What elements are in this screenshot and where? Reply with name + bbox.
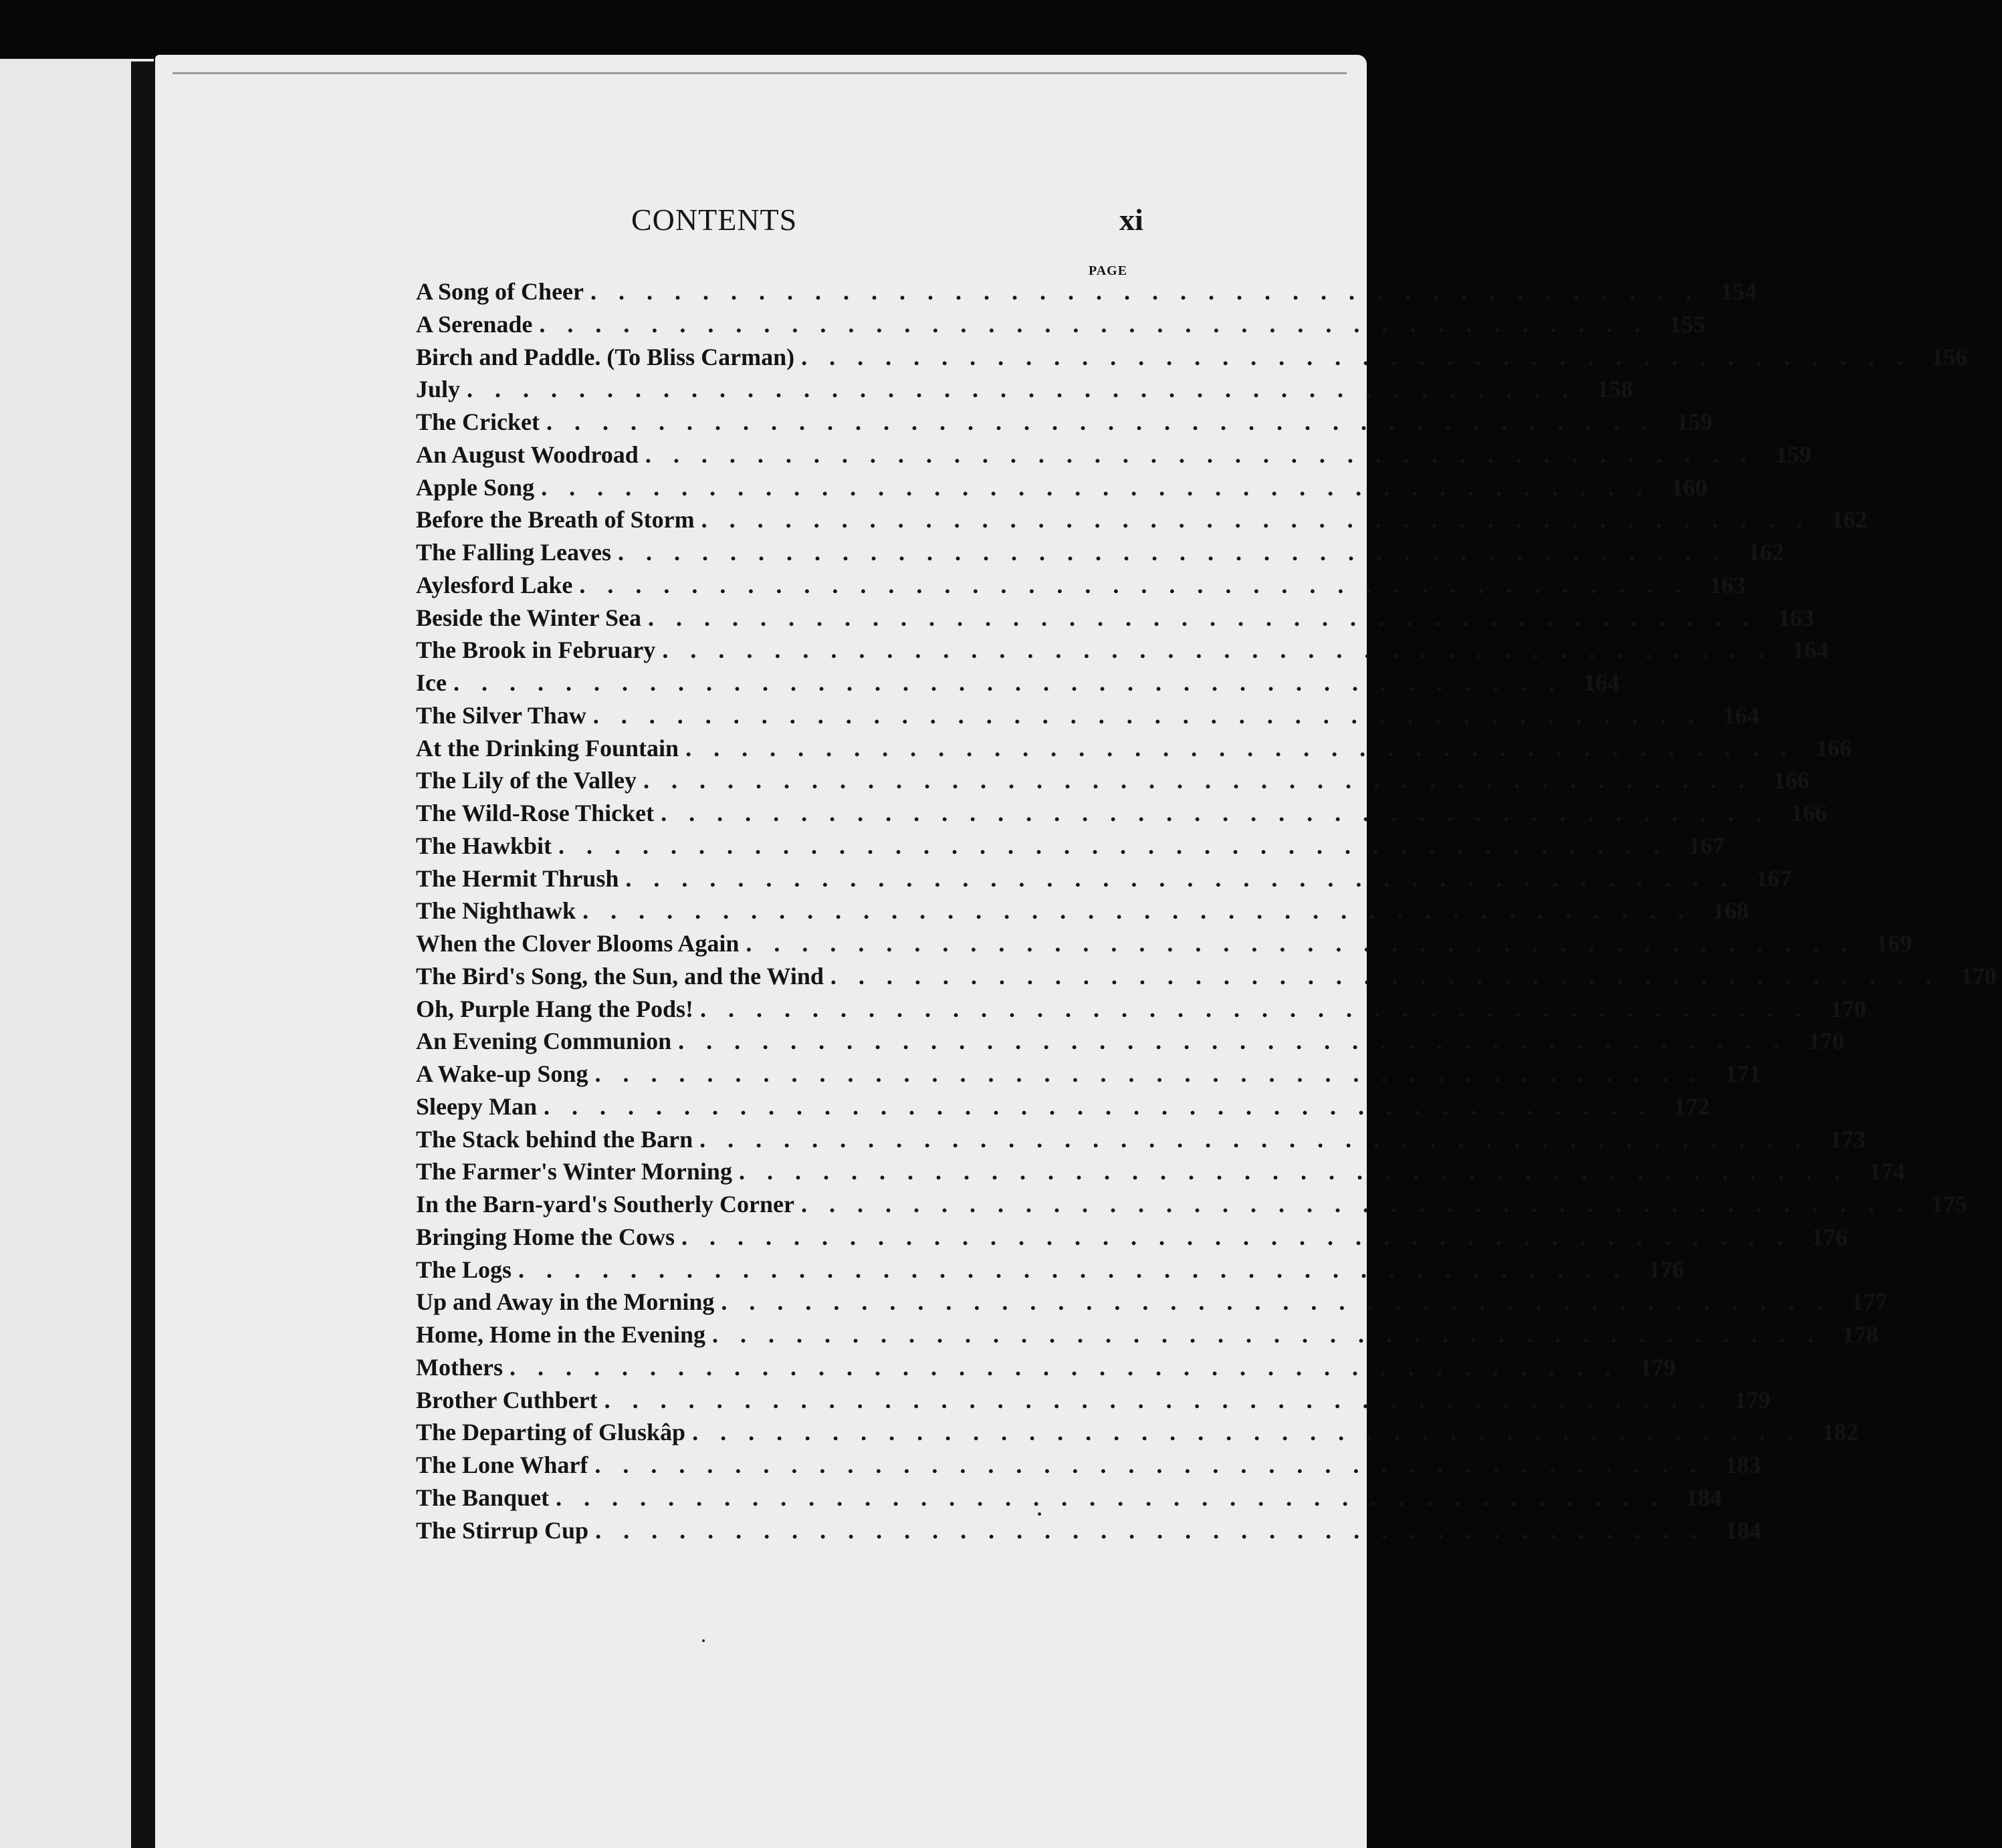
contents-list: [416, 275, 1997, 1546]
toc-entry-page-number: 179: [1734, 1386, 1771, 1413]
toc-entry-page-number: 164: [1792, 637, 1829, 664]
dot-leader: ........................................: [701, 506, 1825, 534]
toc-entry-page-number: 174: [1868, 1158, 1905, 1185]
dot-leader: ........................................: [467, 376, 1591, 403]
toc-entry-page-number: 164: [1583, 669, 1620, 696]
toc-entry-title: Before the Breath of Storm: [416, 506, 695, 534]
dot-leader: ........................................: [721, 1288, 1845, 1316]
toc-entry: [416, 308, 1706, 341]
dot-leader: ........................................: [595, 1516, 1719, 1544]
toc-entry-title: The Logs: [416, 1256, 512, 1283]
page-folio: xi: [1119, 203, 1143, 237]
toc-entry-page-number: 155: [1669, 310, 1706, 338]
toc-entry: [416, 960, 1997, 993]
toc-entry-title: The Cricket: [416, 409, 540, 435]
dot-leader: ........................................: [645, 441, 1769, 468]
toc-entry-page-number: 163: [1778, 604, 1815, 631]
top-rule: [173, 72, 1347, 74]
print-speck: [702, 1639, 705, 1642]
toc-entry-title: Apple Song: [416, 473, 535, 501]
toc-entry: [416, 862, 1792, 895]
dot-leader: ........................................: [558, 832, 1682, 859]
toc-entry-page-number: 173: [1829, 1125, 1866, 1153]
toc-entry-page-number: 170: [1808, 1028, 1845, 1055]
dot-leader: ........................................: [692, 1419, 1816, 1446]
toc-entry-page-number: 170: [1960, 962, 1997, 990]
toc-entry-page-number: 167: [1755, 864, 1792, 892]
toc-entry-page-number: 184: [1686, 1484, 1722, 1511]
toc-entry-page-number: 156: [1931, 343, 1968, 370]
toc-entry-page-number: 183: [1725, 1452, 1761, 1478]
toc-entry: [416, 1090, 1710, 1123]
dot-leader: ........................................: [539, 310, 1663, 338]
toc-entry: [416, 1155, 1905, 1188]
toc-entry-title: Sleepy Man: [416, 1092, 538, 1120]
toc-entry: [416, 1351, 1676, 1384]
page-column-label: PAGE: [1089, 263, 1128, 278]
toc-entry: [416, 503, 1868, 536]
dot-leader: ........................................: [582, 897, 1706, 925]
toc-entry-page-number: 171: [1725, 1060, 1761, 1087]
toc-entry-page-number: 175: [1931, 1191, 1967, 1218]
toc-entry-page-number: 177: [1851, 1288, 1888, 1316]
dot-leader: ........................................: [746, 930, 1870, 957]
toc-entry-page-number: 172: [1674, 1092, 1710, 1120]
dot-leader: ........................................: [453, 669, 1577, 696]
toc-entry: [416, 439, 1811, 471]
toc-entry: [416, 341, 1968, 374]
toc-entry: [416, 764, 1810, 797]
toc-entry-page-number: 154: [1720, 278, 1757, 305]
dot-leader: ........................................: [738, 1158, 1862, 1185]
toc-entry: [416, 373, 1634, 406]
toc-entry-title: At the Drinking Fountain: [416, 734, 679, 762]
contents-page: [155, 55, 1997, 1848]
toc-entry-page-number: 179: [1639, 1353, 1676, 1381]
toc-entry-title: Bringing Home the Cows: [416, 1223, 675, 1250]
dot-leader: ........................................: [594, 1452, 1718, 1478]
dot-leader: ........................................: [509, 1353, 1633, 1381]
toc-entry-page-number: 168: [1712, 897, 1749, 925]
toc-entry-title: The Hawkbit: [416, 832, 552, 859]
toc-entry: [416, 1514, 1762, 1547]
dot-leader: ........................................: [544, 1092, 1668, 1120]
toc-entry-title: Oh, Purple Hang the Pods!: [416, 995, 694, 1022]
page-heading: CONTENTS: [631, 203, 798, 237]
toc-entry: [416, 1058, 1761, 1090]
toc-entry: [416, 275, 1757, 308]
toc-entry: [416, 1254, 1685, 1286]
toc-entry: [416, 536, 1785, 569]
dot-leader: ........................................: [594, 1060, 1718, 1087]
dot-leader: ........................................: [661, 800, 1785, 826]
toc-entry: [416, 732, 1852, 765]
dot-leader: ........................................: [518, 1256, 1642, 1283]
dot-leader: ........................................: [662, 637, 1786, 664]
toc-entry-page-number: 163: [1709, 571, 1746, 598]
dot-leader: ........................................: [643, 767, 1767, 794]
toc-entry-title: The Falling Leaves: [416, 539, 612, 566]
toc-entry-page-number: 166: [1815, 734, 1852, 762]
toc-entry-title: The Silver Thaw: [416, 701, 586, 729]
dot-leader: ........................................: [801, 343, 1925, 370]
dot-leader: ........................................: [801, 1191, 1924, 1218]
dot-leader: ........................................: [699, 1125, 1823, 1153]
toc-entry: [416, 797, 1827, 830]
toc-entry: [416, 634, 1829, 667]
toc-entry-page-number: 178: [1842, 1321, 1878, 1348]
toc-entry-page-number: 182: [1822, 1419, 1859, 1446]
toc-entry-title: Brother Cuthbert: [416, 1386, 598, 1413]
toc-entry-title: In the Barn-yard's Southerly Corner: [416, 1191, 794, 1218]
toc-entry-page-number: 166: [1791, 800, 1827, 826]
toc-entry-page-number: 176: [1648, 1256, 1685, 1283]
dot-leader: ........................................: [579, 571, 1703, 598]
toc-entry-title: An August Woodroad: [416, 441, 639, 468]
toc-entry-title: Aylesford Lake: [416, 571, 573, 598]
toc-entry-title: Home, Home in the Evening: [416, 1321, 705, 1348]
dot-leader: ........................................: [685, 734, 1809, 762]
dot-leader: ........................................: [648, 604, 1772, 631]
toc-entry: [416, 1384, 1771, 1417]
toc-entry-title: The Stirrup Cup: [416, 1516, 589, 1544]
dot-leader: ........................................: [556, 1484, 1680, 1511]
toc-entry: [416, 1221, 1848, 1254]
dot-leader: ........................................: [604, 1386, 1728, 1413]
toc-entry-title: Birch and Paddle. (To Bliss Carman): [416, 343, 795, 370]
toc-entry: [416, 1188, 1967, 1221]
toc-entry-page-number: 166: [1773, 767, 1810, 794]
toc-entry: [416, 1286, 1888, 1318]
toc-entry: [416, 602, 1815, 634]
toc-entry-page-number: 160: [1671, 473, 1708, 501]
toc-entry: [416, 667, 1620, 699]
dot-leader: ........................................: [590, 278, 1714, 305]
toc-entry: [416, 569, 1746, 602]
toc-entry-title: Ice: [416, 669, 447, 696]
print-speck: [1038, 1512, 1041, 1516]
dot-leader: ........................................: [592, 701, 1716, 729]
toc-entry-page-number: 164: [1722, 701, 1759, 729]
toc-entry-title: The Bird's Song, the Sun, and the Wind: [416, 962, 824, 990]
dot-leader: ........................................: [541, 473, 1665, 501]
toc-entry-title: The Brook in February: [416, 637, 656, 664]
toc-entry: [416, 471, 1708, 504]
dot-leader: ........................................: [678, 1028, 1802, 1055]
toc-entry-title: Beside the Winter Sea: [416, 604, 642, 631]
toc-entry: [416, 1449, 1761, 1482]
toc-entry-title: The Banquet: [416, 1484, 550, 1511]
toc-entry-page-number: 167: [1688, 832, 1725, 859]
toc-entry: [416, 406, 1712, 439]
toc-entry: [416, 1318, 1878, 1351]
toc-entry: [416, 1416, 1859, 1449]
toc-entry-title: A Song of Cheer: [416, 278, 584, 305]
toc-entry: [416, 1482, 1722, 1514]
toc-entry-title: The Wild-Rose Thicket: [416, 800, 655, 826]
toc-entry-page-number: 184: [1725, 1516, 1762, 1544]
toc-entry: [416, 830, 1725, 862]
toc-entry-page-number: 176: [1811, 1223, 1848, 1250]
toc-entry-title: The Farmer's Winter Morning: [416, 1158, 732, 1185]
toc-entry-page-number: 162: [1748, 539, 1785, 566]
toc-entry-title: Up and Away in the Morning: [416, 1288, 715, 1316]
toc-entry: [416, 993, 1867, 1026]
toc-entry-page-number: 159: [1676, 409, 1712, 435]
toc-entry-title: The Stack behind the Barn: [416, 1125, 693, 1153]
toc-entry-page-number: 169: [1876, 930, 1912, 957]
toc-entry-title: A Wake-up Song: [416, 1060, 588, 1087]
dot-leader: ........................................: [830, 962, 1954, 990]
toc-entry-title: The Lily of the Valley: [416, 767, 637, 794]
toc-entry-page-number: 170: [1830, 995, 1867, 1022]
toc-entry-title: An Evening Communion: [416, 1028, 672, 1055]
toc-entry-title: A Serenade: [416, 310, 533, 338]
dot-leader: ........................................: [625, 864, 1749, 892]
dot-leader: ........................................: [546, 409, 1670, 435]
dot-leader: ........................................: [618, 539, 1742, 566]
toc-entry: [416, 1123, 1866, 1156]
toc-entry-title: The Lone Wharf: [416, 1452, 588, 1478]
toc-entry-title: The Hermit Thrush: [416, 864, 619, 892]
dot-leader: ........................................: [700, 995, 1824, 1022]
toc-entry-page-number: 159: [1775, 441, 1811, 468]
toc-entry-page-number: 158: [1597, 376, 1634, 403]
dot-leader: ........................................: [681, 1223, 1805, 1250]
dot-leader: ........................................: [711, 1321, 1836, 1348]
toc-entry: [416, 699, 1759, 732]
toc-entry-title: The Departing of Gluskâp: [416, 1419, 686, 1446]
toc-entry-title: When the Clover Blooms Again: [416, 930, 740, 957]
toc-entry-page-number: 162: [1831, 506, 1868, 534]
toc-entry: [416, 895, 1749, 927]
toc-entry-title: July: [416, 376, 461, 403]
toc-entry: [416, 927, 1912, 960]
toc-entry-title: The Nighthawk: [416, 897, 576, 925]
toc-entry: [416, 1025, 1845, 1058]
toc-entry-title: Mothers: [416, 1353, 503, 1381]
